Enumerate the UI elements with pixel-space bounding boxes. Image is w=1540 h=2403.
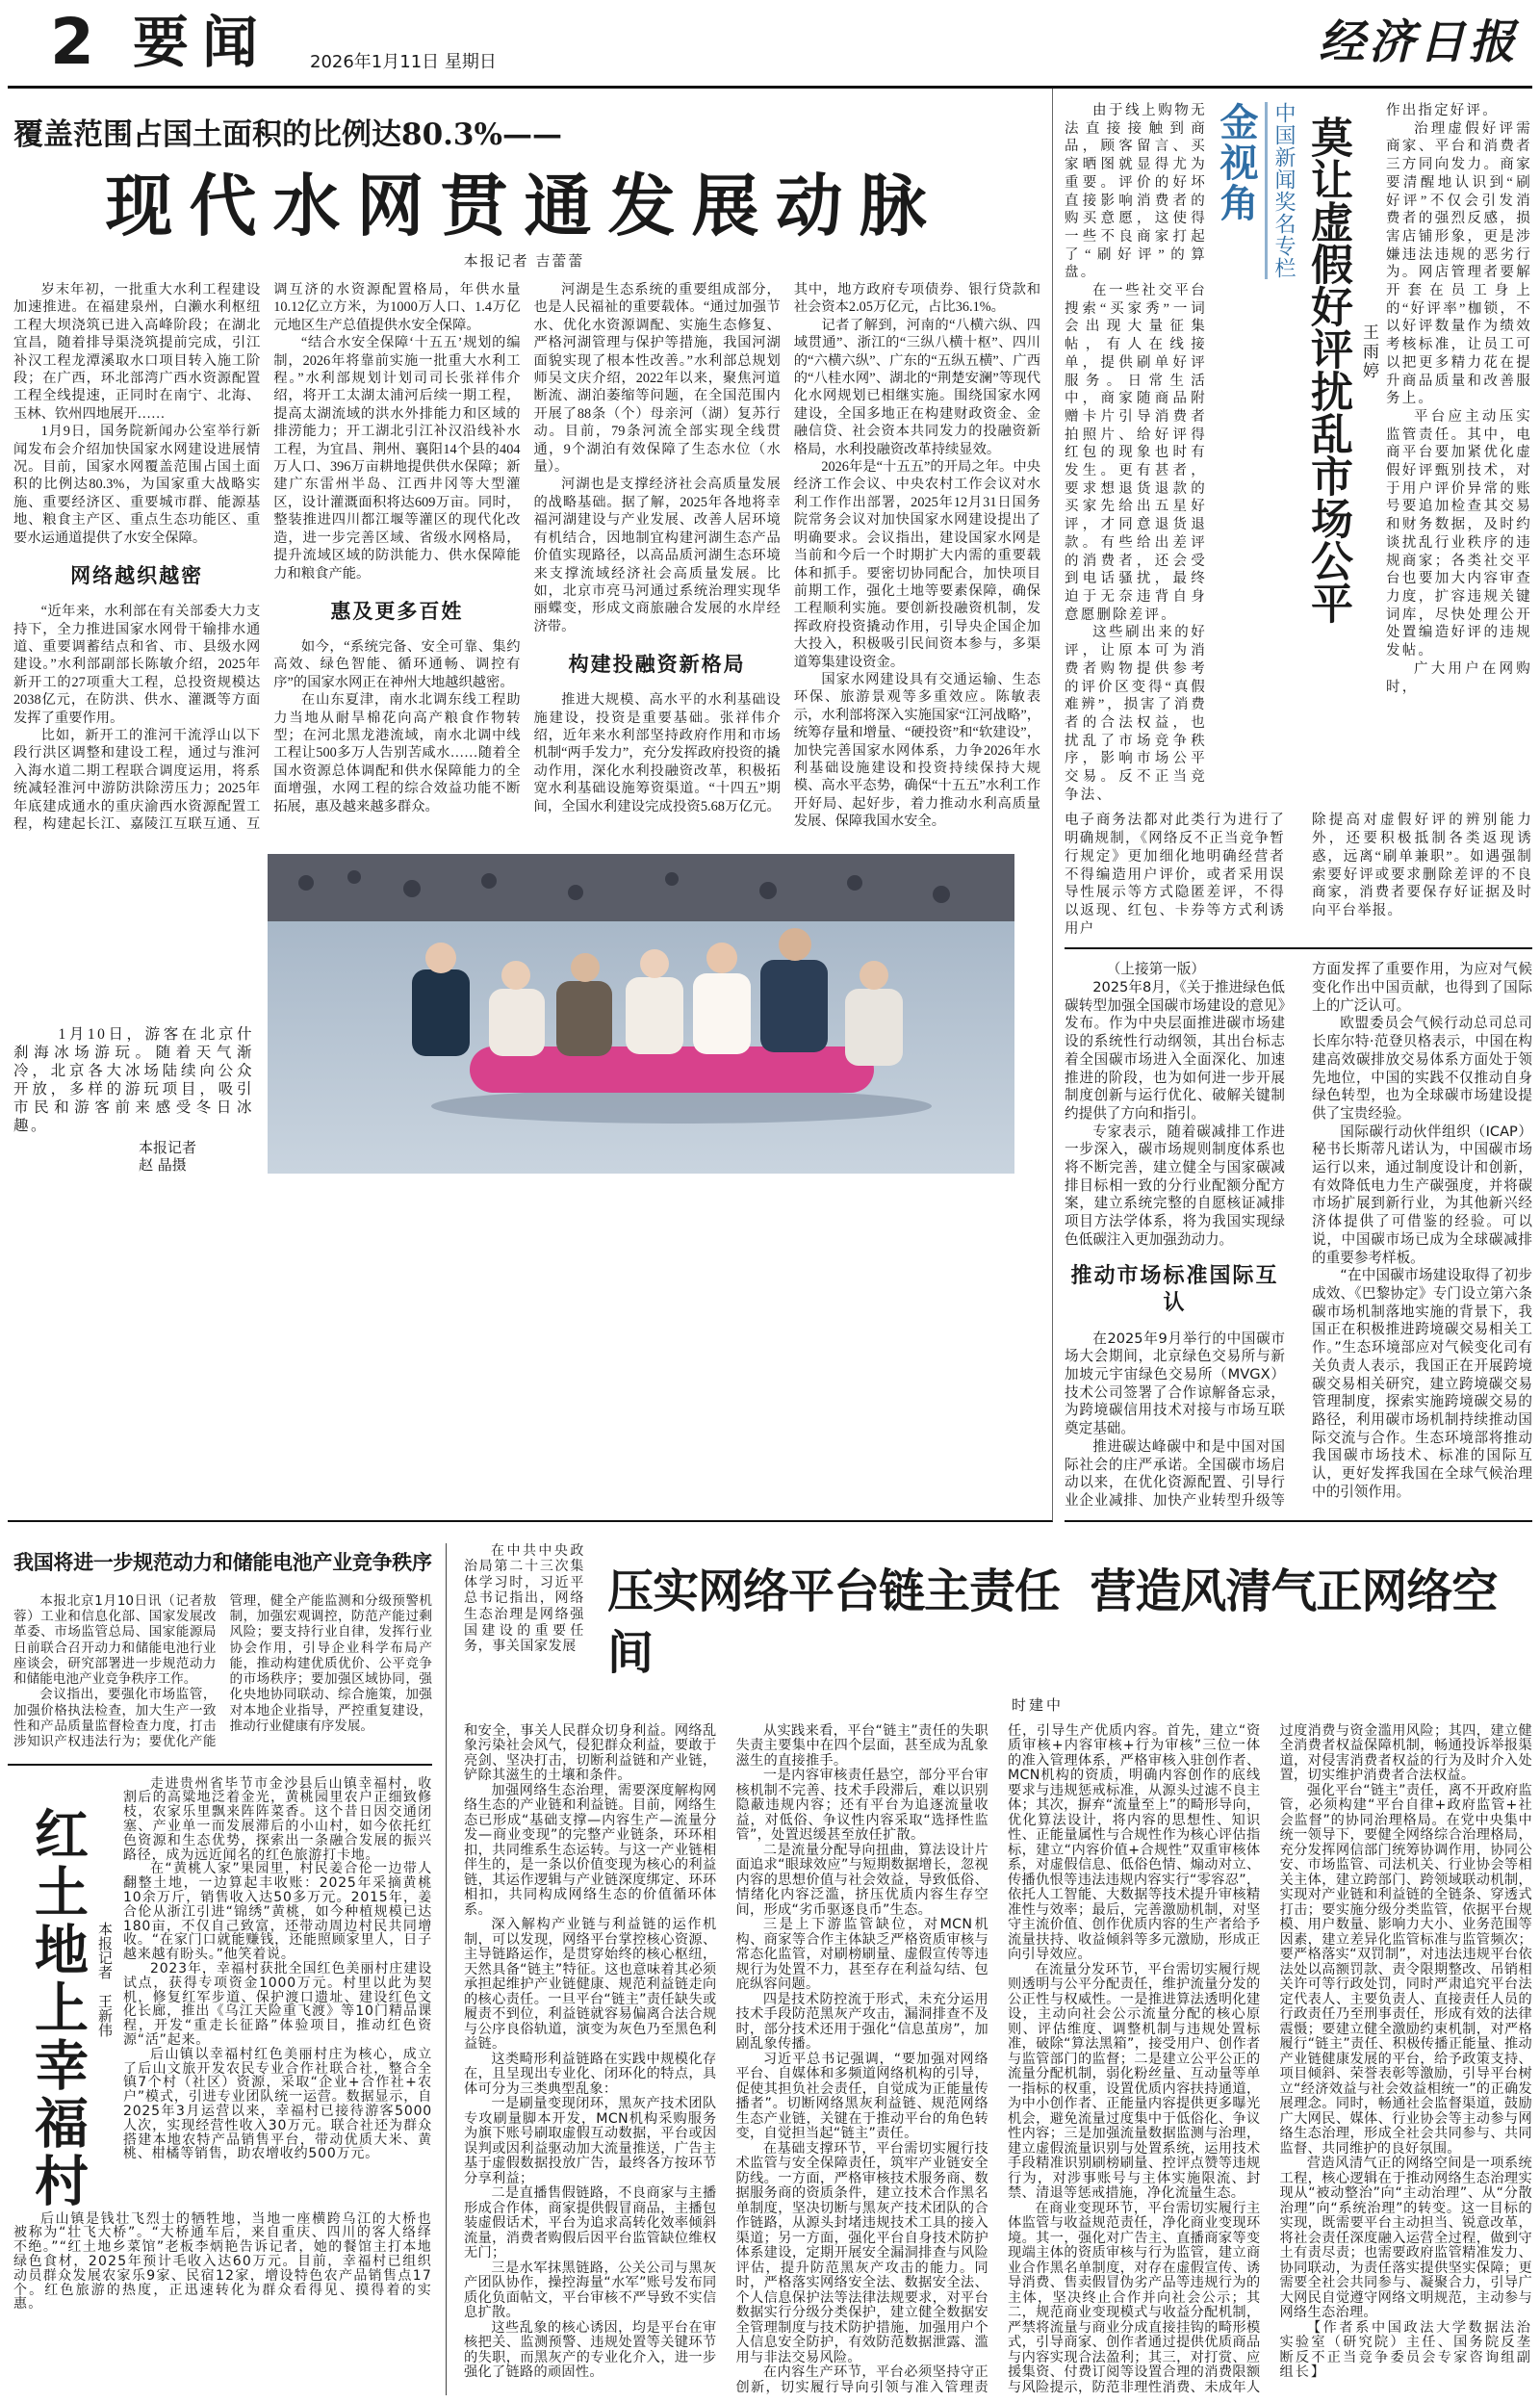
- paragraph: 推进大规模、高水平的水利基础设施建设，投资是重要基础。张祥伟介绍，近年来水利部坚持政府作用和市场机制“两手发力”，充分发挥政府投资的撬动作用，深化水利投融资改革，积极拓宽水利基础设施筹资渠道。“十四五”期间，全国水利建设完成投资5.68万亿元。其中，地方政府专项债券、银行贷款和社会资本2.05万亿元，占比36.1%。: [533, 282, 1040, 814]
- author-note: 【作者系中国政法大学数据法治实验室（研究院）主任、国务院反垄断反不正当竞争委员会专家咨询组副组长】: [1279, 2319, 1532, 2381]
- ice-rink-photo: [268, 854, 1014, 1174]
- paragraph: 平台应主动压实监管责任。其中，电商平台要加紧优化虚假好评甄别技术，对于用户评价异常的账号要追加检查其交易和财务数据，及时约谈扰乱行业秩序的违规商家；各类社交平台也要加大内容审查力度，扩容违规关键词库，尽快处理公开处置编造好评的违规发帖。: [1386, 408, 1532, 659]
- subheading: 网络越织越密: [70, 564, 204, 588]
- redsoil-headline: 红土地上幸福村: [26, 1805, 89, 2210]
- commentary-bottom-left: [1065, 812, 1285, 938]
- paragraph: 2025年8月，《关于推进绿色低碳转型加强全国碳市场建设的意见》发布。作为中央层面推进碳市场建设的系统性行动纲领，其出台标志着全国碳市场进入全面深化、加速推进的阶段，也为如何进一步开展制度创新与运行优化、破解关键制约提供了方向和指引。: [1065, 979, 1285, 1122]
- network-article: [447, 1543, 1532, 2396]
- main-kicker: 覆盖范围占国土面积的比例达80.3%——: [13, 117, 562, 152]
- subheading: 推动市场标准国际互认: [1070, 1263, 1279, 1315]
- paragraph: 广大用户在网购时，: [1386, 660, 1532, 695]
- paragraph: 作出指定好评。: [1386, 103, 1499, 118]
- paragraph: 在基础支撑环节，平台需切实履行技术监管与安全保障责任，筑牢产业链安全防线。一方面，严格审核技术服务商、数据服务商的资质条件，建立技术合作黑名单制度，坚决切断与黑灰产技术团队的合作链路，从源头封堵违规技术工具的接入渠道；另一方面，强化平台自身技术防护体系建设，定期开展安全漏洞排查与风险评估，提升防范黑灰产攻击的能力。同时，严格落实网络安全法、数据安全法、个人信息保护法等法律法规要求，对平台数据实行分级分类保护，建立健全数据安全管理制度与技术防护措施，加强用户个人信息安全防护，有效防范数据泄露、滥用与非法交易风险。: [735, 2140, 988, 2365]
- issue-date: 2026年1月11日 星期日: [310, 52, 497, 72]
- paragraph: 在2025年9月举行的中国碳市场大会期间，北京绿色交易所与新加坡元宇宙绿色交易所（MVGX）技术公司签署了合作谅解备忘录，为跨境碳信用技术对接与市场互联奠定基础。: [1065, 1330, 1285, 1437]
- redsoil-article: [8, 1777, 432, 2210]
- paragraph: 这些乱象的核心诱因，均是平台在审核把关、监测预警、违规处置等关键环节的失职，而黑灰产的专业化介入，进一步强化了链路的顽固性。: [464, 2319, 717, 2381]
- masthead-logo: 经济日报: [1318, 15, 1519, 69]
- paragraph: 1月9日，国务院新闻办公室举行新闻发布会介绍加快国家水网建设进展情况。目前，国家水网覆盖范围占国土面积的比例达80.3%，为国家重大战略实施、重要经济区、重要城市群、能源基地、粮食主产区、重点生态功能区、重要水运通道提供了水安全保障。: [13, 424, 261, 546]
- section-name: 要闻: [133, 10, 272, 75]
- photo-credit-line: 本报记者: [139, 1139, 197, 1157]
- page-number: 2: [50, 5, 94, 79]
- background-crowd: [268, 854, 1014, 921]
- paragraph: 后山镇是钱壮飞烈士的牺牲地，当地一座横跨乌江的大桥也被称为“壮飞大桥”。“大桥通车后，来自重庆、四川的客人络绎不绝。”“红土地乡菜馆”老板李炳艳告诉记者，她的餐馆主打本地绿色食材，2025年预计毛收入达60万元。目前，幸福村已组织动员群众发展农家乐9家、民宿12家，增设特色农产品销售点17个。红色旅游的热度，正迅速转化为群众看得见、摸得着的实惠。: [13, 2210, 432, 2313]
- paragraph: 四是技术防控流于形式，未充分运用技术手段防范黑灰产攻击，漏洞排查不及时，部分技术还用于强化“信息茧房”，加剧乱象传播。: [735, 1991, 988, 2053]
- paragraph: 国际碳行动伙伴组织（ICAP）秘书长斯蒂凡诺认为，中国碳市场运行以来，通过制度设计和创新，有效降低电力生产碳强度，并将碳市场扩展到新行业，为其他新兴经济体提供了可借鉴的经验。可以说，中国碳市场已成为全球碳减排的重要参考样板。: [1312, 1123, 1532, 1266]
- paragraph: 2023年，幸福村获批全国红色美丽村庄建设试点，获得专项资金1000万元。村里以此为契机，修复红军步道、保护渡口遗址、建设红色文化长廊，推出《乌江天险重飞渡》等10门精品课程，开发“重走长征路”体验项目，推动红色资源“活”起来。: [123, 1960, 432, 2048]
- paragraph: 电子商务法都对此类行为进行了明确规制，《网络反不正当竞争暂行规定》更加细化地明确经营者不得编造用户评价，或者采用误导性展示等方式隐匿差评，不得以返现、红包、卡券等方式利诱用户: [1065, 813, 1285, 937]
- paragraph: 一是刷量变现闭环，黑灰产技术团队专攻刷量脚本开发，MCN机构采购服务为旗下账号刷取虚假互动数据，平台或因误判或因利益驱动加大流量推送，广告主基于虚假数据投放广告，最终各方按环节分享利益；: [464, 2096, 717, 2186]
- paragraph: 河湖是生态系统的重要组成部分，也是人民福祉的重要载体。“通过加强节水、优化水资源调配、实施生态修复、严格河湖管理与保护等措施，我国河湖面貌实现了根本性改善。”水利部总规划师吴文庆介绍，2022年以来，聚焦河道断流、湖泊萎缩等问题，在全国范围内开展了88条（个）母亲河（湖）复苏行动。目前，79条河流全部实现全线贯通，9个湖泊有效保障了生态水位（水量）。: [533, 282, 781, 476]
- bottom-left-column: [8, 1543, 447, 2396]
- paragraph: 会议指出，要强化市场监管，加强价格执法检查，加大生产一致性和产品质量监督检查力度，打击涉知识产权违法行为；要优化产能管理，健全产能监测和分级预警机制，加强宏观调控，防范产能过剩风险；要支持行业自律，发挥行业协会作用，引导企业科学布局产能，推动构建优质优价、公平竞争的市场秩序；要加强区域协同，强化央地协同联动、综合施策，加强对本地企业指导，严控重复建设，推动行业健康有序发展。: [13, 1592, 432, 1750]
- paragraph: 从实践来看，平台“链主”责任的失职失责主要集中在四个层面，甚至成为乱象滋生的直接推手。: [735, 1722, 988, 1769]
- paragraph: 在“黄桃人家”果园里，村民姜合伦一边带人翻整土地，一边算起丰收账：2025年采摘黄桃10余万斤，销售收入达50多万元。2015年，姜合伦从浙江引进“锦绣”黄桃，如今种植规模已达180亩，不仅自己致富，还带动周边村民共同增收。“在家门口就能赚钱，还能照顾家里人，日子越来越有盼头。”他笑着说。: [123, 1861, 432, 1963]
- paragraph: 二是流量分配导向扭曲，算法设计片面追求“眼球效应”与短期数据增长，忽视内容的思想价值与社会效益，导致低俗、情绪化内容泛滥，挤压优质内容生存空间，形成“劣币驱逐良币”生态。: [735, 1842, 988, 1918]
- commentary-right-column: [1386, 102, 1532, 696]
- paragraph: 除提高对虚假好评的辨别能力外，还要积极抵制各类返现诱惑，远离“刷单兼职”。如遇强制索要好评或要求删除差评的不良商家，消费者要保存好证据及时向平台举报。: [1312, 813, 1532, 918]
- redsoil-article-body: [123, 1777, 432, 2162]
- subheading: 惠及更多百姓: [330, 599, 464, 623]
- photo-row: [8, 854, 1040, 1174]
- carbon-market-article: [1065, 961, 1532, 1521]
- network-article-body: [464, 1724, 1532, 2396]
- photo-credit: [13, 1139, 254, 1174]
- paragraph: 营造风清气正的网络空间是一项系统工程，核心逻辑在于推动网络生态治理实现从“被动整治”向“主动治理”、从“分散治理”向“系统治理”的转变。这一目标的实现，既需要平台主动担当、锐意改革，将社会责任深度融入运营全过程，做到守土有责尽责；也需要政府监管精准发力、协同联动，为责任落实提供坚实保障；更需要全社会共同参与、凝聚合力，引导广大网民自觉遵守网络文明规范，主动参与网络生态治理。: [1279, 2156, 1532, 2321]
- paragraph: “结合水安全保障‘十五五’规划的编制，2026年将靠前实施一批重大水利工程。”水利部规划计划司司长张祥伟介绍，将开工太湖太浦河后续一期工程，提高太湖流域的洪水外排能力和区域的排涝能力；开工湖北引江补汉沿线补水工程，为宜昌、荆州、襄阳14个县的404万人口、396万亩耕地提供供水保障；新建广东雷州半岛、江西井冈等大型灌区，设计灌溉面积将达609万亩。同时，整装推进四川都江堰等灌区的现代化改造，进一步完善区域、省级水网格局，提升流域区域的防洪能力、供水保障能力和粮食产能。: [273, 335, 521, 581]
- redsoil-article-tail: [8, 2212, 432, 2313]
- bottom-band: [8, 1543, 1532, 2396]
- paragraph: 国家水网建设具有交通运输、生态环保、旅游景观等多重效应。陈敏表示，水利部将深入实施国家“江河战略”，统筹存量和增量、“硬投资”和“软建设”，加快完善国家水网体系，力争2026年水利基础设施建设和投资持续保持大规模、高水平态势，确保“十五五”水利工作开好局、起好步，着力推动水利高质量发展、保障我国水安全。: [793, 671, 1040, 830]
- paragraph: 加强网络生态治理，需要深度解构网络生态的产业链和利益链。目前，网络生态已形成“基础支撑—内容生产—流量分发—商业变现”的完整产业链条，环环相扣，共同维系生态运转。与这一产业链相伴生的，是一条以价值变现为核心的利益链，其运作逻辑与产业链深度绑定、环环相扣，共同构成网络生态的价值循环体系。: [464, 1782, 717, 1918]
- paragraph: 后山镇以幸福村红色美丽村庄为核心，成立了后山文旅开发农民专业合作社联合社，整合全镇7个村（社区）资源，采取“企业+合作社+农户”模式，引进专业团队统一运营。数据显示，自2025年3月运营以来，幸福村已接待游客5000人次，实现经营性收入30万元。联合社还为群众搭建本地农特产品销售平台，带动优质大米、黄桃、柑橘等销售，助农增收约500万元。: [123, 2046, 432, 2162]
- shadow: [431, 1089, 932, 1124]
- main-headline: 现代水网贯通发展动脉: [105, 167, 943, 245]
- paragraph: 比如，新开工的淮河干流浮山以下段行洪区调整和建设工程，通过与淮河入海水道二期工程联合调度运用，将系统减轻淮河中游防洪除涝压力；2025年年底建成通水的重庆渝西水资源配置工程，构建起长江、嘉陵江互联互通、互调互济的水资源配置格局，年供水量10.12亿立方米，为1000万人口、1.4万亿元地区生产总值提供水安全保障。: [13, 282, 521, 832]
- paragraph: 治理虚假好评需商家、平台和消费者三方同向发力。商家要清醒地认识到“刷好评”不仅会引发消费者的强烈反感，损害店铺形象，更是涉嫌违法违规的恶劣行为。网店管理者要解开套在员工身上的“好评率”枷锁，不以好评数量作为绩效考核标准，让员工可以把更多精力花在提升商品质量和改善服务上。: [1386, 120, 1532, 407]
- paragraph: 这类畸形利益链路在实践中规模化存在，且呈现出专业化、闭环化的特点，具体可分为三类典型乱象：: [464, 2051, 717, 2097]
- commentary-bottom-right: [1312, 812, 1532, 938]
- paragraph: 记者了解到，河南的“八横六纵、四域贯通”、浙江的“三纵八横十枢”、四川的“六横六纵”、广东的“五纵五横”、广西的“八桂水网”、湖北的“荆楚安澜”等现代化水网规划已相继实施。围绕国家水网建设，全国多地正在构建财政资金、金融信贷、社会资本共同发力的投融资新格局，水利投融资改革持续显效。: [793, 317, 1040, 457]
- network-lead: 在中共中央政治局第二十三次集体学习时，习近平总书记指出，网络生态治理是网络强国建设的重要任务，事关国家发展: [464, 1542, 584, 1655]
- caption-block: [13, 1025, 254, 1174]
- paragraph: 推进碳达峰碳中和是中国对国际社会的庄严承诺。全国碳市场启动以来，在优化资源配置、引导行业企业减排、加快产业转型升级等方面发挥了重要作用，为应对气候变化作出中国贡献，也得到了国际上的广泛认可。: [1065, 961, 1532, 1509]
- paragraph: 在山东夏津，南水北调东线工程助力当地从耐旱棉花向高产粮食作物转型；在河北黑龙港流域，南水北调中线工程让500多万人告别苦咸水……随着全国水资源总体调配和供水保障能力的全面增强，水网工程的综合效益功能不断拓展，惠及越来越多群众。: [273, 692, 521, 814]
- paragraph: 欧盟委员会气候行动总司总司长库尔特·范登贝格表示，中国在构建高效碳排放交易体系方面处于领先地位，中国的实践不仅推动自身绿色转型，也为全球碳市场建设提供了宝贵经验。: [1312, 1015, 1532, 1122]
- paragraph: 强化平台“链主”责任，离不开政府监管，必须构建“平台自律+政府监管+社会监督”的协同治理格局。在党中央集中统一领导下，要健全网络综合治理格局，充分发挥网信部门统筹协调作用，协同公安、市场监管、司法机关、行业协会等相关主体，建立跨部门、跨领域联动机制，实现对产业链和利益链的全链条、穿透式打击；要实施分级分类监管，依据平台规模、用户数量、影响力大小、业务范围等因素，建立差异化监管标准与监管频次；要严格落实“双罚制”，对违法违规平台依法处以高额罚款、责令限期整改、吊销相关许可等行政处罚，同时严肃追究平台法定代表人、主要负责人、直接责任人员的行政责任乃至刑事责任，形成有效的法律震慑；要建立健全激励约束机制，对严格履行“链主”责任、积极传播正能量、推动产业链健康发展的平台，给予政策支持、项目倾斜、荣誉表彰等激励，引导平台树立“经济效益与社会效益相统一”的正确发展理念。同时，畅通社会监督渠道，鼓励广大网民、媒体、行业协会等主动参与网络生态治理，形成全社会共同参与、共同监督、共同维护的良好氛围。: [1279, 1782, 1532, 2157]
- paragraph: “近年来，水利部在有关部委大力支持下，全力推进国家水网骨干输排水通道、重要调蓄结点和省、市、县级水网建设。”水利部副部长陈敏介绍，2025年新开工的27项重大工程，总投资规模达2038亿元，在防洪、供水、灌溉等方面发挥了重要作用。: [13, 604, 261, 726]
- paragraph: 走进贵州省毕节市金沙县后山镇幸福村，收割后的高粱地泛着金光，黄桃园里农户正细致修枝，农家乐里飘来阵阵菜香。这个昔日因交通闭塞、产业单一而发展滞后的小山村，如今依托红色资源和生态优势，探索出一条融合发展的振兴路径，成为远近闻名的红色旅游打卡地。: [123, 1775, 432, 1863]
- paragraph: 习近平总书记强调，“要加强对网络平台、自媒体和多频道网络机构的引导，促使其担负社会责任，自觉成为正能量传播者”。切断网络黑灰利益链、规范网络生态产业链，关键在于推动平台的角色转变，自觉担当起“链主”责任。: [735, 2051, 988, 2142]
- main-article: [8, 89, 1053, 1522]
- battery-article-body: [8, 1593, 432, 1766]
- network-top: [464, 1543, 1532, 1715]
- page-header: [8, 0, 1532, 89]
- network-headline: 压实网络平台链主责任 营造风清气正网络空间: [607, 1563, 1498, 1680]
- main-article-body: [8, 281, 1040, 833]
- commentary-title: 莫让虚假好评扰乱市场公平: [1303, 116, 1352, 624]
- paragraph: 深入解构产业链与利益链的运作机制，可以发现，网络平台掌控核心资源、主导链路运作，是贯穿始终的核心枢纽，天然具备“链主”特征。这也意味着其必须承担起维护产业链健康、规范利益链走向的核心责任。一旦平台“链主”责任缺失或履责不到位，利益链就容易偏离合法合规与公序良俗轨道，演变为灰色乃至黑色利益链。: [464, 1917, 717, 2053]
- network-byline: 时建中: [1012, 1695, 1065, 1714]
- network-head: [607, 1543, 1532, 1715]
- paragraph: 在流量分发环节，平台需切实履行规则透明与公平分配责任，维护流量分发的公正性与权威性。一是推进算法透明化建设，主动向社会公示流量分配的核心原则、评估维度、调整机制与违规处置标准，破除“算法黑箱”，接受用户、创作者与监管部门的监督；二是建立公平公正的流量分配机制，弱化粉丝量、互动量等单一指标的权重，设置优质内容扶持通道，为中小创作者、正能量内容提供更多曝光机会，避免流量过度集中于低俗化、争议性内容；三是加强流量数据监测与治理，建立虚假流量识别与处置系统，运用技术手段精准识别刷榜刷量、控评点赞等违规行为，对涉事账号与主体实施限流、封禁、清退等惩戒措施，净化流量生态。: [1008, 1961, 1261, 2202]
- paragraph: 本报北京1月10日讯（记者敖蓉）工业和信息化部、国家发展改革委、市场监管总局、国家能源局日前联合召开动力和储能电池行业座谈会，研究部署进一步规范动力和储能电池产业竞争秩序工作。: [13, 1592, 217, 1688]
- paragraph: 二是直播售假链路，不良商家与主播形成合作体，商家提供假冒商品，主播包装虚假话术，平台为追求高转化效率倾斜流量，消费者购假后因平台监管缺位维权无门；: [464, 2185, 717, 2261]
- paragraph: 三是水军抹黑链路，公关公司与黑灰产团队协作，操控海量“水军”账号发布同质化负面帖文，平台审核不严导致不实信息扩散。: [464, 2260, 717, 2321]
- paragraph: 在商业变现环节，平台需切实履行主体监管与收益规范责任，净化商业变现环境。其一，强化对广告主、直播商家等变现端主体的资质审核与行为监管，建立商业合作黑名单制度，对存在虚假宣传、诱导消费、售卖假冒伪劣产品等违规行为的主体，坚决终止合作并向社会公示；其二，规范商业变现模式与收益分配机制，严禁将流量与商业分成直接挂钩的畸形模式，引导商家、创作者通过提供优质商品与内容实现合法盈利；其三，对打赏、应援集资、付费订阅等设置合理的消费限额与风险提示，防范非理性消费、未成年人过度消费与资金滥用风险；其四，建立健全消费者权益保障机制，畅通投诉举报渠道，对侵害消费者权益的行为及时介入处置，切实维护消费者合法权益。: [1008, 1722, 1532, 2395]
- column-brand: 金视角: [1214, 102, 1259, 223]
- paragraph: 在内容生产环节，平台必须坚持守正创新，切实履行导向引领与准入管理责任，引导生产优质内容。首先，建立“资质审核+内容审核+行为审核”三位一体的准入管理体系，严格审核入驻创作者、MCN机构的资质，明确内容创作的底线要求与违规惩戒标准，从源头过滤不良主体；其次，摒弃“流量至上”的畸形导向，优化算法设计，将内容的思想性、知识性、正能量属性与合规性作为核心评估指标，建立“内容价值+合规性”双重审核体系，对虚假信息、低俗色情、煽动对立、传播仇恨等违法违规内容实行“零容忍”，依托人工智能、大数据等技术提升审核精准性与效率；最后，完善激励机制，对坚守主流价值、创作优质内容的生产者给予流量扶持、收益倾斜等多元激励，形成正向引导效应。: [735, 1722, 1261, 2395]
- paragraph: 由于线上购物无法直接接触到商品，顾客留言、买家晒图就显得尤为重要。评价的好坏直接影响消费者的购买意愿，这使得一些不良商家打起了“刷好评”的算盘。: [1065, 103, 1207, 281]
- redsoil-byline: 本报记者 王新伟: [96, 1921, 114, 2037]
- paragraph: “在中国碳市场建设取得了初步成效、《巴黎协定》专门设立第六条碳市场机制落地实施的背景下，我国正在积极推进跨境碳交易相关工作。”生态环境部应对气候变化司有关负责人表示，我国正在开展跨境碳交易相关研究，建立跨境碳交易管理制度，探索实施跨境碳交易的路径，利用碳市场机制持续推动国际交流与合作。生态环境部将推动我国碳市场技术、标准的国际互认，更好发挥我国在全球气候治理中的引领作用。: [1312, 1267, 1532, 1500]
- news-photo: [268, 854, 1014, 1174]
- paragraph: 专家表示，随着碳减排工作进一步深入，碳市场规则制度体系也将不断完善，建立健全与国家碳减排目标相一致的分行业配额分配方案，建立系统完整的自愿核证减排项目方法学体系，将为我国实现绿色低碳注入更加强劲动力。: [1065, 1123, 1285, 1248]
- paragraph: 一是内容审核责任悬空，部分平台审核机制不完善、技术手段滞后，难以识别隐蔽违规内容；还有平台为追逐流量收益，对低俗、争议性内容采取“选择性监管”，处置迟缓甚至放任扩散。: [735, 1768, 988, 1844]
- paragraph: （上接第一版）: [1106, 961, 1205, 978]
- commentary: [1065, 102, 1532, 804]
- battery-headline: 我国将进一步规范动力和储能电池产业竞争秩序: [13, 1550, 432, 1574]
- column-tag: 中国新闻奖名专栏: [1265, 102, 1296, 279]
- paragraph: 三是上下游监管缺位，对MCN机构、商家等合作主体缺乏严格资质审核与常态化监管，对刷榜刷量、虚假宣传等违规行为处置不力，甚至存在利益勾结、包庇纵容问题。: [735, 1917, 988, 1993]
- commentary-left-column: [1065, 102, 1207, 804]
- top-band: [8, 89, 1532, 1522]
- paragraph: 岁末年初，一批重大水利工程建设加速推进。在福建泉州，白濑水利枢纽工程大坝浇筑已进入高峰阶段；在湖北宜昌，随着排导渠浇筑提前完成，引江补汉工程龙潭溪取水口项目转入施工阶段；在广西，环北部湾广西水资源配置工程全线提速，正同时在南宁、北海、玉林、钦州四地展开……: [13, 282, 261, 422]
- photo-credit-line: 赵 晶摄: [139, 1156, 187, 1175]
- commentary-bottom: [1065, 812, 1532, 949]
- paragraph: 河湖也是支撑经济社会高质量发展的战略基础。据了解，2025年各地将幸福河湖建设与产业发展、改善人居环境有机结合，因地制宜构建河湖生态产品价值实现路径，以高品质河湖生态环境来支撑流域经济社会高质量发展。比如，北京市亮马河通过系统治理实现华丽蝶变，形成文商旅融合发展的水岸经济带。: [533, 477, 781, 634]
- main-byline: 本报记者 吉蕾蕾: [463, 252, 585, 270]
- paragraph: 在一些社交平台搜索“买家秀”一词会出现大量征集帖，有人在线接单，提供刷单好评服务。日常生活中，商家随商品附赠卡片引导消费者拍照片、给好评得红包的现象也时有发生。更有甚者，要求想退货退款的买家先给出五星好评，才同意退货退款。有些给出差评的消费者，还会受到电话骚扰，最终迫于无奈违背自身意愿删除差评。: [1065, 283, 1207, 623]
- commentary-author: 王雨婷: [1359, 323, 1378, 381]
- right-rail: [1053, 89, 1532, 1522]
- photo-caption: 1月10日，游客在北京什刹海冰场游玩。随着天气渐冷，北京各大冰场陆续向公众开放，多样的游玩项目，吸引市民和游客前来感受冬日冰趣。: [13, 1026, 254, 1135]
- paragraph: 和安全，事关人民群众切身利益。网络乱象污染社会风气，侵犯群众利益，要敢于亮剑、坚决打击，切断利益链和产业链，铲除其滋生的土壤和条件。: [464, 1722, 717, 1784]
- paragraph: 2026年是“十五五”的开局之年。中央经济工作会议、中央农村工作会议对水利工作作出部署，2025年12月31日国务院常务会议对加快国家水网建设提出了明确要求。会议指出，建设国家水网是当前和今后一个时期扩大内需的重要载体和抓手。要密切协同配合，加快项目前期工作，强化土地等要素保障，确保工程顺利实施。要创新投融资机制，发挥政府投资撬动作用，引导央企国企加大投入，积极吸引民间资本参与，多渠道筹集建设资金。: [793, 459, 1040, 670]
- paragraph: 如今，“系统完备、安全可靠、集约高效、绿色智能、循环通畅、调控有序”的国家水网正在神州大地越织越密。: [273, 638, 521, 690]
- subheading: 构建投融资新格局: [568, 653, 746, 677]
- paragraph: 这些刷出来的好评，让原本可为消费者购物提供参考的评价区变得“真假难辨”，损害了消费者的合法权益，也扰乱了市场竞争秩序，影响市场公平交易。反不正当竞争法、: [1065, 625, 1207, 803]
